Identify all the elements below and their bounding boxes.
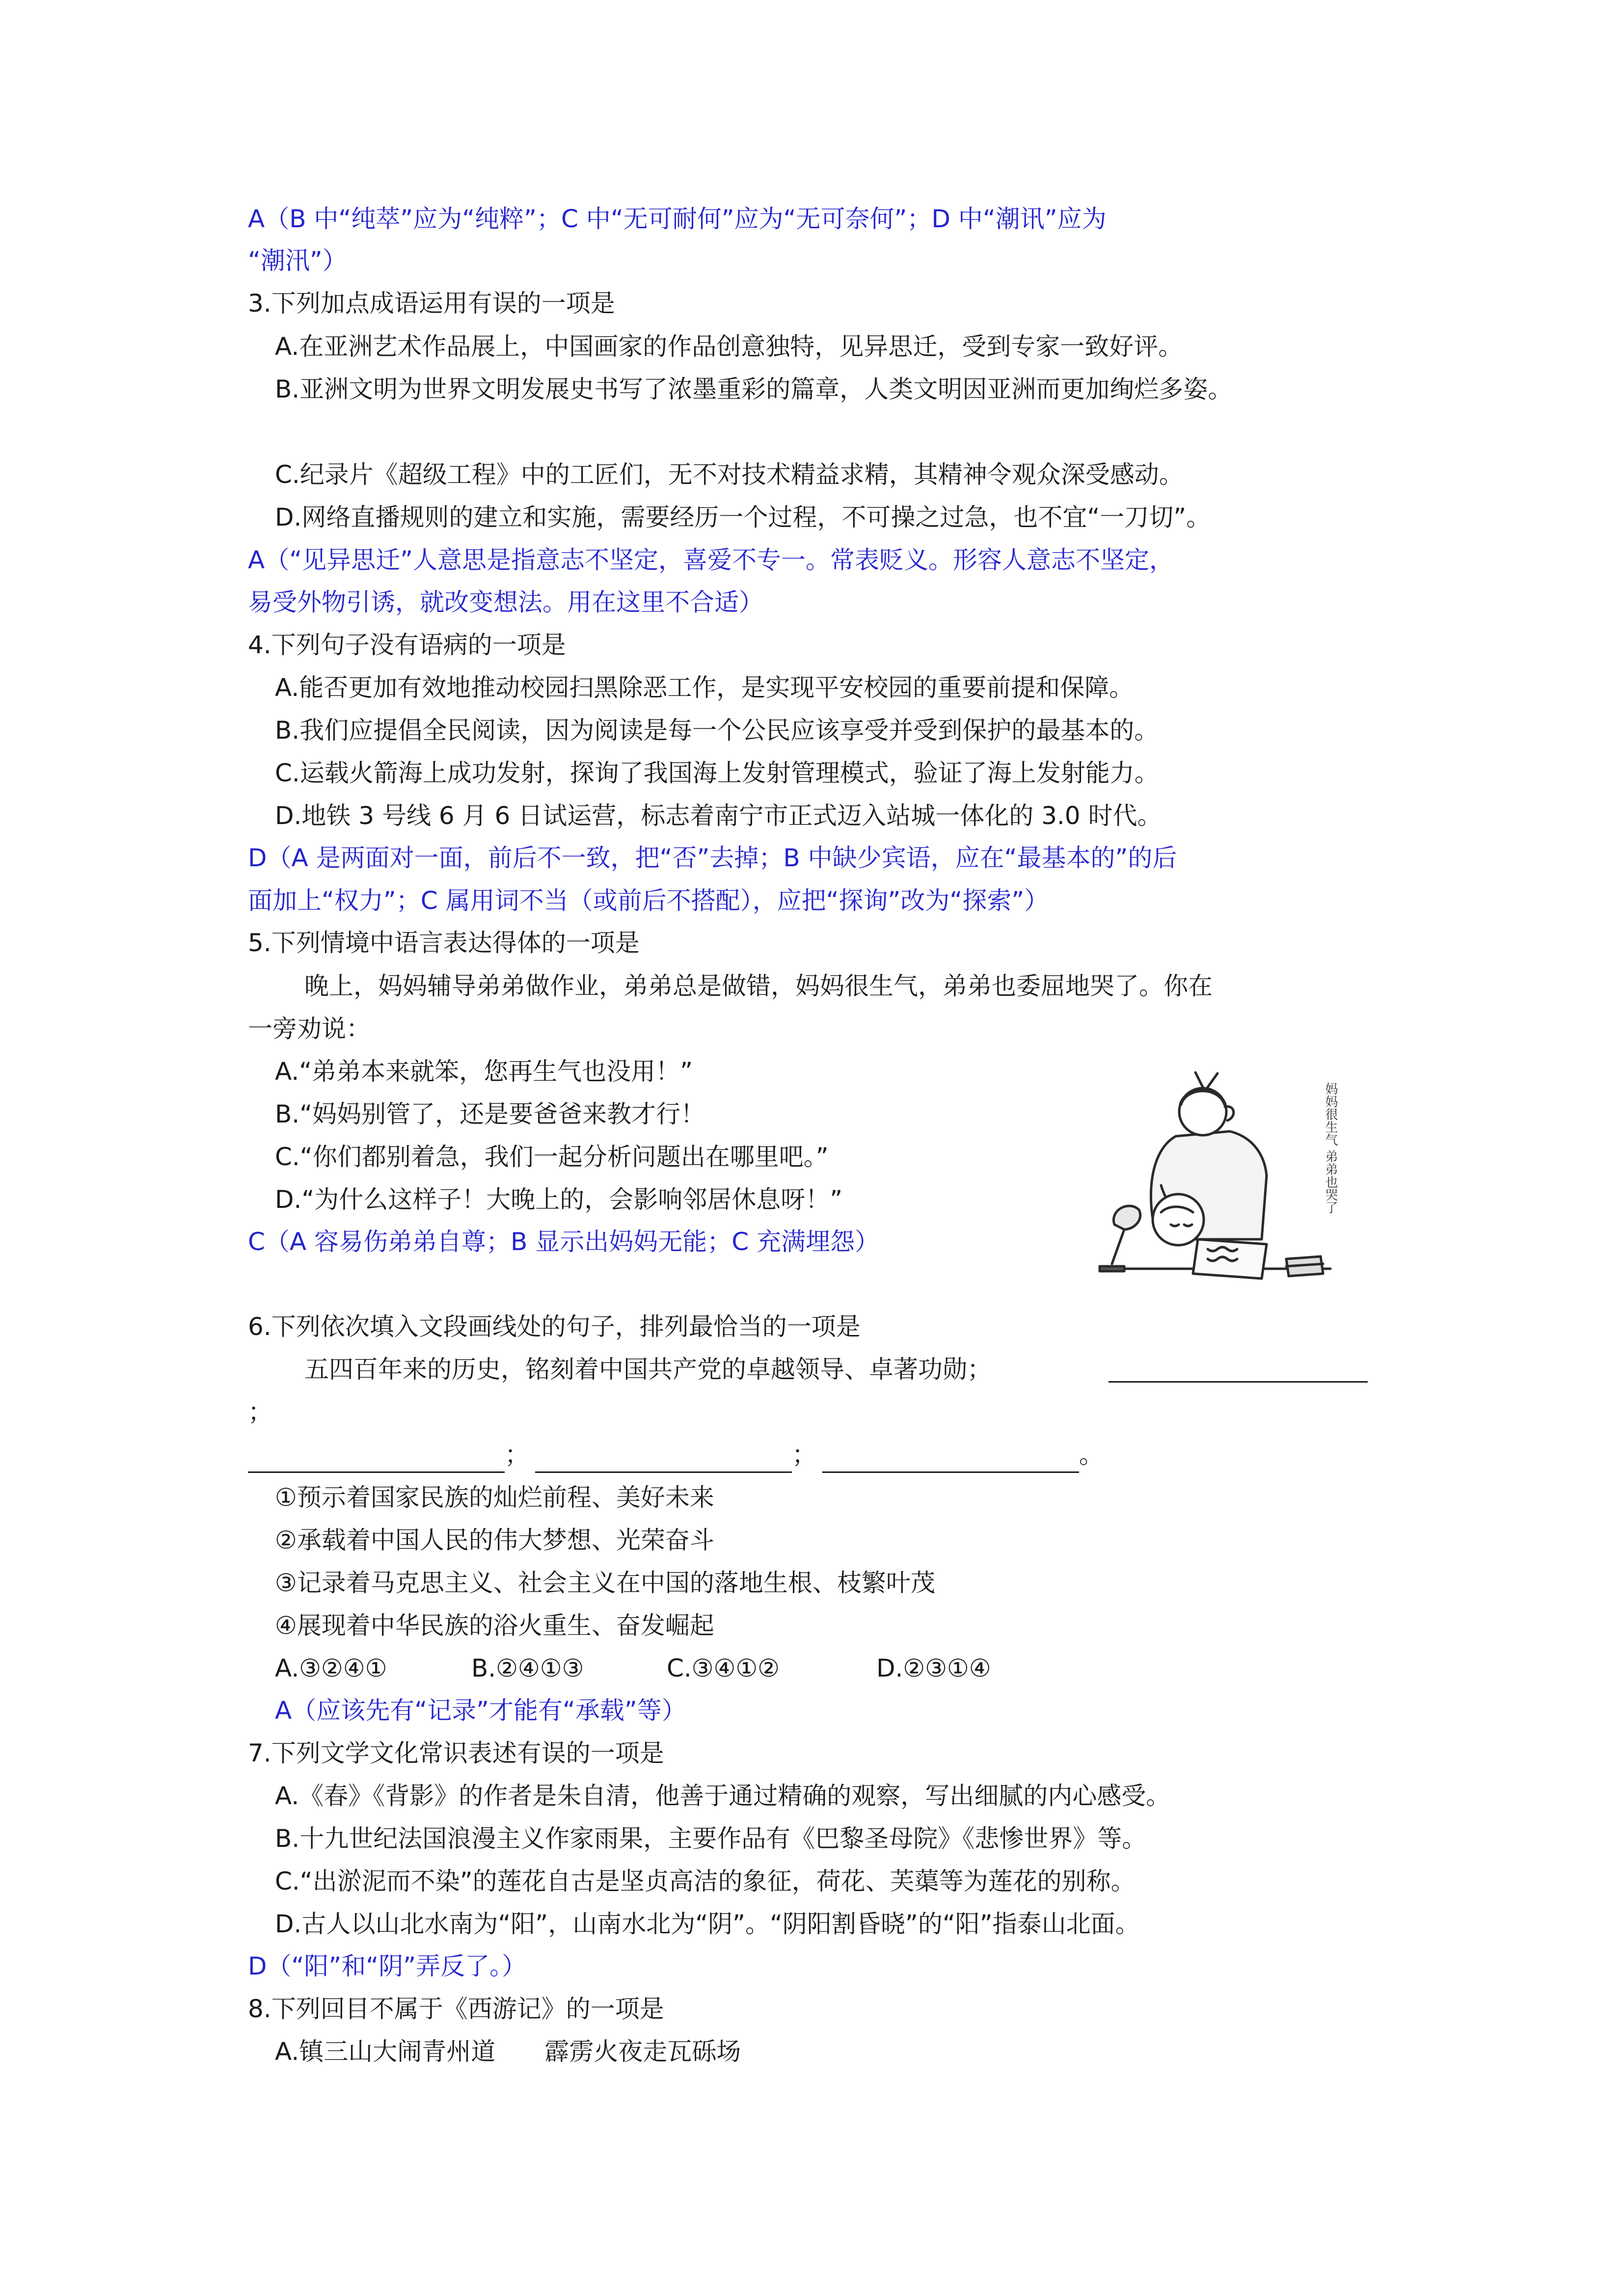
mother-son-homework-illustration bbox=[1056, 1063, 1380, 1308]
q6-item-2: ②承载着中国人民的伟大梦想、光荣奋斗 bbox=[275, 1526, 714, 1554]
q4-option-d: D.地铁 3 号线 6 月 6 日试运营，标志着南宁市正式迈入站城一体化的 3.0 时代。 bbox=[275, 801, 1162, 830]
q3-option-c: C.纪录片《超级工程》中的工匠们，无不对技术精益求精，其精神令观众深受感动。 bbox=[275, 460, 1184, 489]
q4-answer-line-1: D（A 是两面对一面，前后不一致，把“否”去掉；B 中缺少宾语，应在“最基本的”的后 bbox=[248, 844, 1177, 872]
q5-context-line-2: 一旁劝说： bbox=[248, 1015, 371, 1043]
q7-option-b: B.十九世纪法国浪漫主义作家雨果，主要作品有《巴黎圣母院》《悲惨世界》等。 bbox=[275, 1824, 1147, 1853]
q7-option-c: C.“出淤泥而不染”的莲花自古是坚贞高洁的象征，荷花、芙蕖等为莲花的别称。 bbox=[275, 1867, 1136, 1896]
q6-blank-4 bbox=[822, 1471, 1079, 1473]
q5-option-b: B.“妈妈别管了，还是要爸爸来教才行！ bbox=[275, 1100, 705, 1128]
q6-blank-1 bbox=[1109, 1381, 1368, 1383]
q6-passage: 五四百年来的历史，铭刻着中国共产党的卓越领导、卓著功勋； bbox=[304, 1355, 992, 1384]
q4-option-a: A.能否更加有效地推动校园扫黑除恶工作，是实现平安校园的重要前提和保障。 bbox=[275, 673, 1134, 702]
illustration-caption: 妈妈很生气 弟弟也哭了 bbox=[1323, 1082, 1338, 1214]
q2-answer-line-1: A（B 中“纯萃”应为“纯粹”；C 中“无可耐何”应为“无可奈何”；D 中“潮讯”应为 bbox=[248, 205, 1107, 233]
q3-option-a: A.在亚洲艺术作品展上，中国画家的作品创意独特，见异思迁，受到专家一致好评。 bbox=[275, 332, 1183, 361]
q6-item-3: ③记录着马克思主义、社会主义在中国的落地生根、枝繁叶茂 bbox=[275, 1569, 935, 1597]
q5-context-line-1: 晚上，妈妈辅导弟弟做作业，弟弟总是做错，妈妈很生气，弟弟也委屈地哭了。你在 bbox=[304, 972, 1213, 1000]
q4-option-c: C.运载火箭海上成功发射，探询了我国海上发射管理模式，验证了海上发射能力。 bbox=[275, 759, 1159, 787]
q6-semicolon-3: ； bbox=[792, 1441, 816, 1469]
q4-answer-line-2: 面加上“权力”；C 属用词不当（或前后不搭配），应把“探询”改为“探索”） bbox=[248, 886, 1049, 915]
q6-answer: A（应该先有“记录”才能有“承载”等） bbox=[275, 1696, 686, 1725]
q2-answer-line-2: “潮汛”） bbox=[248, 246, 347, 275]
q6-choice-b: B.②④①③ bbox=[471, 1654, 584, 1682]
q8-option-a: A.镇三山大闹青州道 霹雳火夜走瓦砾场 bbox=[275, 2037, 741, 2066]
q7-option-d: D.古人以山北水南为“阳”，山南水北为“阴”。“阴阳割昏晓”的“阳”指泰山北面。 bbox=[275, 1910, 1140, 1938]
q3-answer-line-2: 易受外物引诱，就改变想法。用在这里不合适） bbox=[248, 588, 763, 616]
q6-item-1: ①预示着国家民族的灿烂前程、美好未来 bbox=[275, 1483, 714, 1512]
q5-option-c: C.“你们都别着急，我们一起分析问题出在哪里吧。” bbox=[275, 1143, 829, 1171]
q5-option-d: D.“为什么这样子！大晚上的，会影响邻居休息呀！” bbox=[275, 1185, 843, 1214]
q3-stem: 3.下列加点成语运用有误的一项是 bbox=[248, 289, 615, 318]
q6-semicolon-1: ； bbox=[248, 1398, 272, 1426]
q6-blank-3 bbox=[535, 1471, 792, 1473]
q4-option-b: B.我们应提倡全民阅读，因为阅读是每一个公民应该享受并受到保护的最基本的。 bbox=[275, 716, 1159, 745]
q6-choice-d: D.②③①④ bbox=[876, 1654, 991, 1682]
q6-blank-2 bbox=[248, 1471, 505, 1473]
q6-period: 。 bbox=[1079, 1441, 1104, 1469]
q6-semicolon-2: ； bbox=[505, 1441, 529, 1469]
q3-answer-line-1: A（“见异思迁”人意思是指意志不坚定，喜爱不专一。常表贬义。形容人意志不坚定， bbox=[248, 546, 1174, 574]
q3-option-d: D.网络直播规则的建立和实施，需要经历一个过程，不可操之过急，也不宜“一刀切”。 bbox=[275, 503, 1211, 532]
q7-option-a: A.《春》《背影》的作者是朱自清，他善于通过精确的观察，写出细腻的内心感受。 bbox=[275, 1782, 1171, 1810]
q8-stem: 8.下列回目不属于《西游记》的一项是 bbox=[248, 1995, 664, 2023]
q7-stem: 7.下列文学文化常识表述有误的一项是 bbox=[248, 1739, 664, 1767]
q6-stem: 6.下列依次填入文段画线处的句子，排列最恰当的一项是 bbox=[248, 1312, 861, 1341]
q5-option-a: A.“弟弟本来就笨，您再生气也没用！” bbox=[275, 1057, 693, 1086]
q3-option-b: B.亚洲文明为世界文明发展史书写了浓墨重彩的篇章，人类文明因亚洲而更加绚烂多姿。 bbox=[275, 375, 1233, 403]
q6-item-4: ④展现着中华民族的浴火重生、奋发崛起 bbox=[275, 1611, 714, 1640]
q7-answer: D（“阳”和“阴”弄反了。） bbox=[248, 1952, 527, 1980]
q5-answer: C（A 容易伤弟弟自尊；B 显示出妈妈无能；C 充满埋怨） bbox=[248, 1228, 880, 1256]
q5-stem: 5.下列情境中语言表达得体的一项是 bbox=[248, 929, 640, 957]
q6-choice-c: C.③④①② bbox=[667, 1654, 780, 1682]
q4-stem: 4.下列句子没有语病的一项是 bbox=[248, 631, 566, 659]
q6-choice-a: A.③②④① bbox=[275, 1654, 387, 1682]
